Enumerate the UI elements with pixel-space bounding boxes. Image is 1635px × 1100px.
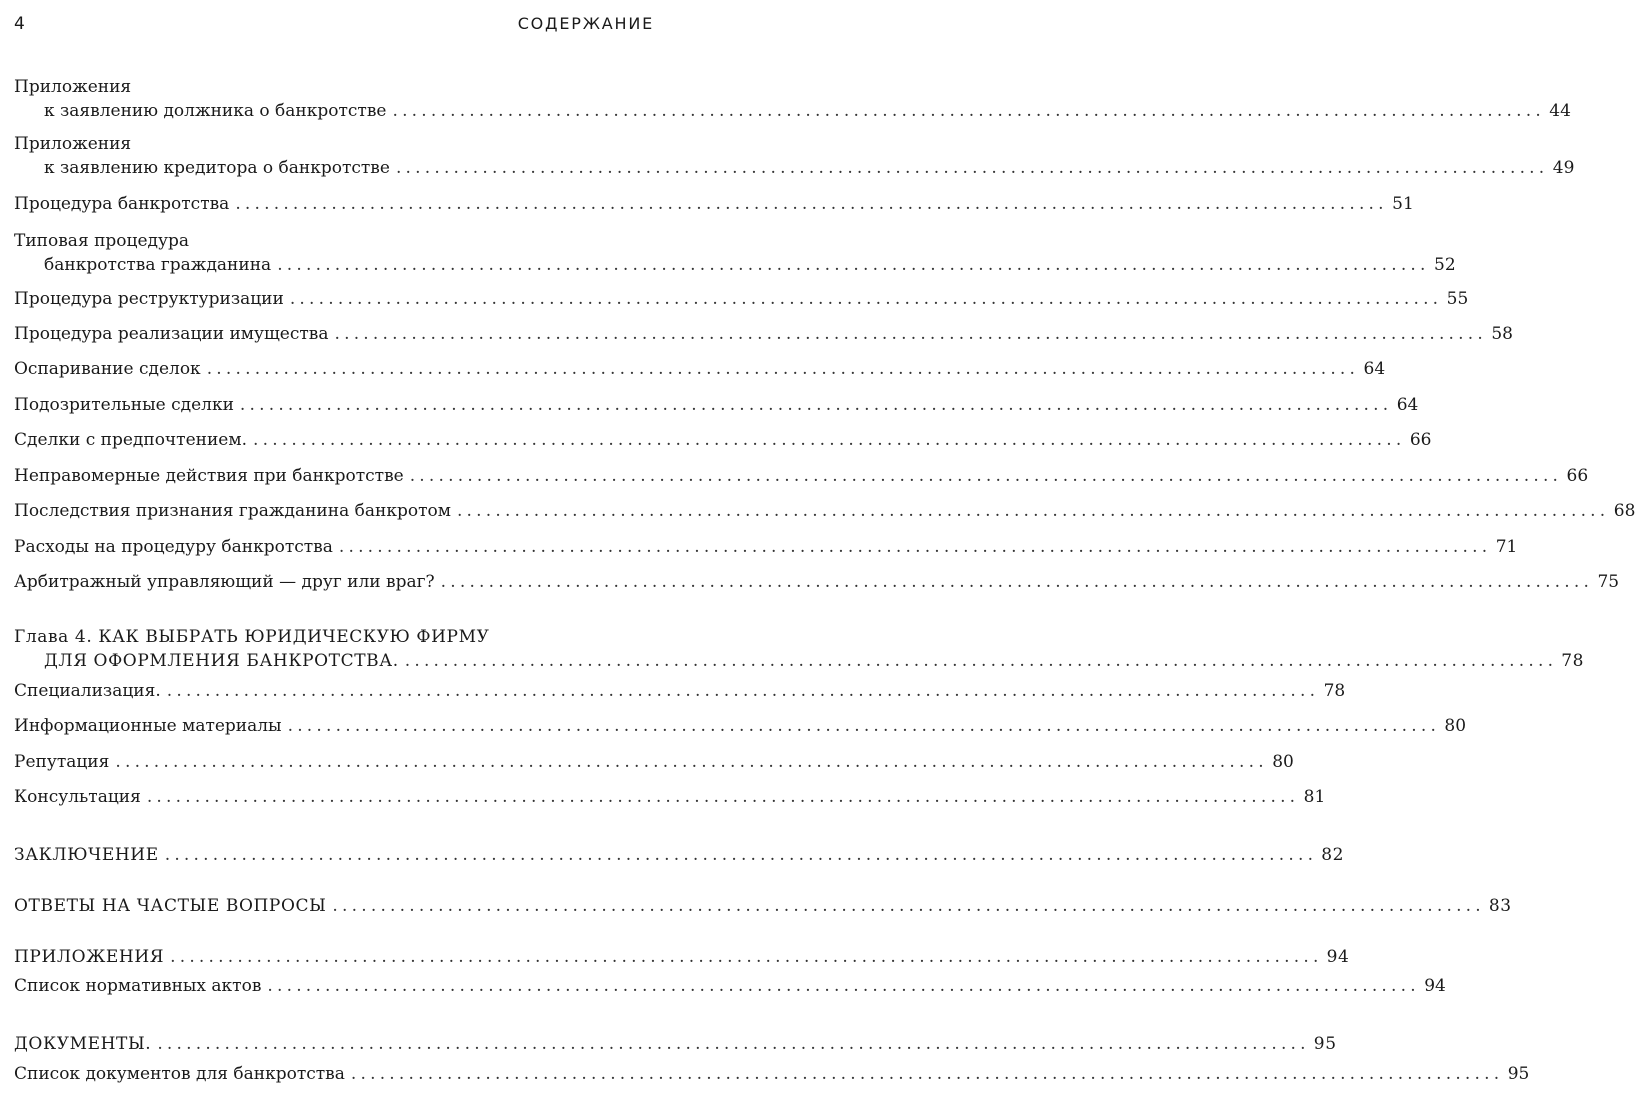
toc-page-number: 94 [1326, 947, 1350, 967]
toc-page-number: 66 [1566, 466, 1589, 486]
toc-page-number: 94 [1424, 976, 1446, 996]
toc-page-number: 58 [1491, 324, 1513, 344]
dot-leader: ........................................................................................................................ [350, 1064, 1504, 1084]
toc-entry-preference-deals[interactable] [14, 428, 1432, 452]
toc-entry-conclusion[interactable] [14, 843, 1345, 867]
toc-entry-title: Процедура реализации имущества [14, 324, 329, 344]
toc-entry-title: ЗАКЛЮЧЕНИЕ [14, 845, 159, 865]
toc-page-number: 52 [1434, 255, 1456, 275]
toc-entry-title: ДЛЯ ОФОРМЛЕНИЯ БАНКРОТСТВА. [44, 651, 399, 671]
toc-page-number: 95 [1313, 1034, 1337, 1054]
dot-leader: ........................................................................................................................ [115, 752, 1268, 772]
toc-entry-normative-acts[interactable] [14, 974, 1446, 998]
toc-entry-arbitration-manager[interactable] [14, 570, 1620, 594]
toc-entry-title: Неправомерные действия при банкротстве [14, 466, 404, 486]
dot-leader: ........................................................................................................................ [206, 359, 1360, 379]
toc-entry-title: банкротства гражданина [44, 255, 272, 275]
dot-leader: ........................................................................................................................ [332, 896, 1485, 916]
toc-page-number: 51 [1392, 194, 1414, 214]
dot-leader: ........................................................................................................................ [440, 572, 1594, 592]
toc-entry-challenging-deals[interactable] [14, 357, 1386, 381]
toc-page-number: 82 [1321, 845, 1345, 865]
toc-page-number: 71 [1495, 537, 1518, 557]
toc-entry-document-list[interactable] [14, 1062, 1530, 1086]
dot-leader: ........................................................................................................................ [334, 324, 1487, 344]
toc-entry-title: Консультация [14, 787, 141, 807]
toc-page-number: 66 [1409, 430, 1432, 450]
toc-page-number: 49 [1552, 158, 1575, 178]
dot-leader: ........................................................................................................................ [277, 255, 1430, 275]
toc-entry-title: Список документов для банкротства [14, 1064, 345, 1084]
dot-leader: ........................................................................................................................ [289, 289, 1443, 309]
toc-page-number: 78 [1323, 681, 1346, 701]
toc-entry-title: Специализация. [14, 681, 161, 701]
toc-entry-heading: Приложения [14, 77, 132, 97]
toc-entry-consultation[interactable] [14, 785, 1326, 809]
page-number: 4 [14, 14, 25, 34]
dot-leader: ........................................................................................................................ [392, 101, 1545, 121]
dot-leader: ........................................................................................................................ [404, 651, 1558, 671]
toc-entry-title: Процедура банкротства [14, 194, 230, 214]
toc-entry-suspicious-deals[interactable] [14, 393, 1419, 417]
toc-entry-unlawful-actions[interactable] [14, 464, 1589, 488]
toc-entry-title: ОТВЕТЫ НА ЧАСТЫЕ ВОПРОСЫ [14, 896, 327, 916]
toc-page-number: 81 [1303, 787, 1326, 807]
dot-leader: ........................................................................................................................ [395, 158, 1549, 178]
toc-entry-title: Список нормативных актов [14, 976, 262, 996]
toc-page-number: 75 [1597, 572, 1620, 592]
dot-leader: ........................................................................................................................ [157, 1034, 1310, 1054]
toc-entry-creditor-application-annexes[interactable] [14, 132, 1575, 180]
toc-entry-property-realization[interactable] [14, 322, 1513, 346]
toc-entry-heading: Типовая процедура [14, 231, 189, 251]
toc-entry-bankruptcy-procedure[interactable] [14, 192, 1414, 216]
toc-entry-title: ПРИЛОЖЕНИЯ [14, 947, 165, 967]
toc-entry-debtor-application-annexes[interactable] [14, 75, 1571, 123]
dot-leader: ........................................................................................................................ [239, 395, 1393, 415]
toc-page-number: 78 [1561, 651, 1585, 671]
toc-entry-title: Последствия признания гражданина банкротом [14, 501, 451, 521]
toc-entry-title: к заявлению кредитора о банкротстве [44, 158, 390, 178]
dot-leader: ........................................................................................................................ [164, 845, 1318, 865]
toc-page-number: 95 [1507, 1064, 1530, 1084]
toc-entry-faq[interactable] [14, 894, 1512, 918]
toc-entry-typical-procedure[interactable] [14, 229, 1456, 277]
toc-entry-chapter-4[interactable] [14, 625, 1585, 673]
page-header [14, 14, 654, 38]
toc-entry-information-materials[interactable] [14, 714, 1467, 738]
dot-leader: ........................................................................................................................ [287, 716, 1441, 736]
toc-entry-documents[interactable] [14, 1032, 1337, 1056]
dot-leader: ........................................................................................................................ [456, 501, 1610, 521]
toc-entry-title: Сделки с предпочтением. [14, 430, 247, 450]
dot-leader: ........................................................................................................................ [235, 194, 1388, 214]
running-title: СОДЕРЖАНИЕ [517, 14, 654, 33]
toc-entry-title: Информационные материалы [14, 716, 282, 736]
toc-entry-expenses[interactable] [14, 535, 1518, 559]
toc-page-number: 55 [1446, 289, 1469, 309]
toc-entry-title: Подозрительные сделки [14, 395, 234, 415]
toc-entry-title: Расходы на процедуру банкротства [14, 537, 333, 557]
dot-leader: ........................................................................................................................ [252, 430, 1406, 450]
toc-entry-title: ДОКУМЕНТЫ. [14, 1034, 152, 1054]
toc-entry-title: Арбитражный управляющий — друг или враг? [14, 572, 435, 592]
dot-leader: ........................................................................................................................ [267, 976, 1420, 996]
dot-leader: ........................................................................................................................ [146, 787, 1300, 807]
toc-chapter-heading: Глава 4. КАК ВЫБРАТЬ ЮРИДИЧЕСКУЮ ФИРМУ [14, 627, 490, 647]
toc-page-number: 44 [1549, 101, 1571, 121]
toc-entry-title: Оспаривание сделок [14, 359, 201, 379]
toc-entry-consequences[interactable] [14, 499, 1635, 523]
toc-entry-specialization[interactable] [14, 679, 1346, 703]
toc-page-number: 64 [1363, 359, 1386, 379]
toc-page-number: 80 [1272, 752, 1294, 772]
toc-entry-restructuring[interactable] [14, 287, 1469, 311]
toc-page-number: 64 [1396, 395, 1419, 415]
toc-page-number: 68 [1613, 501, 1635, 521]
dot-leader: ........................................................................................................................ [409, 466, 1563, 486]
dot-leader: ........................................................................................................................ [170, 947, 1323, 967]
toc-entry-reputation[interactable] [14, 750, 1294, 774]
toc-entry-title: Репутация [14, 752, 110, 772]
toc-page-number: 80 [1444, 716, 1467, 736]
dot-leader: ........................................................................................................................ [338, 537, 1492, 557]
toc-entry-title: к заявлению должника о банкротстве [44, 101, 387, 121]
toc-entry-title: Процедура реструктуризации [14, 289, 284, 309]
toc-entry-appendices[interactable] [14, 945, 1350, 969]
toc-page-number: 83 [1488, 896, 1512, 916]
toc-entry-heading: Приложения [14, 134, 132, 154]
dot-leader: ........................................................................................................................ [166, 681, 1320, 701]
